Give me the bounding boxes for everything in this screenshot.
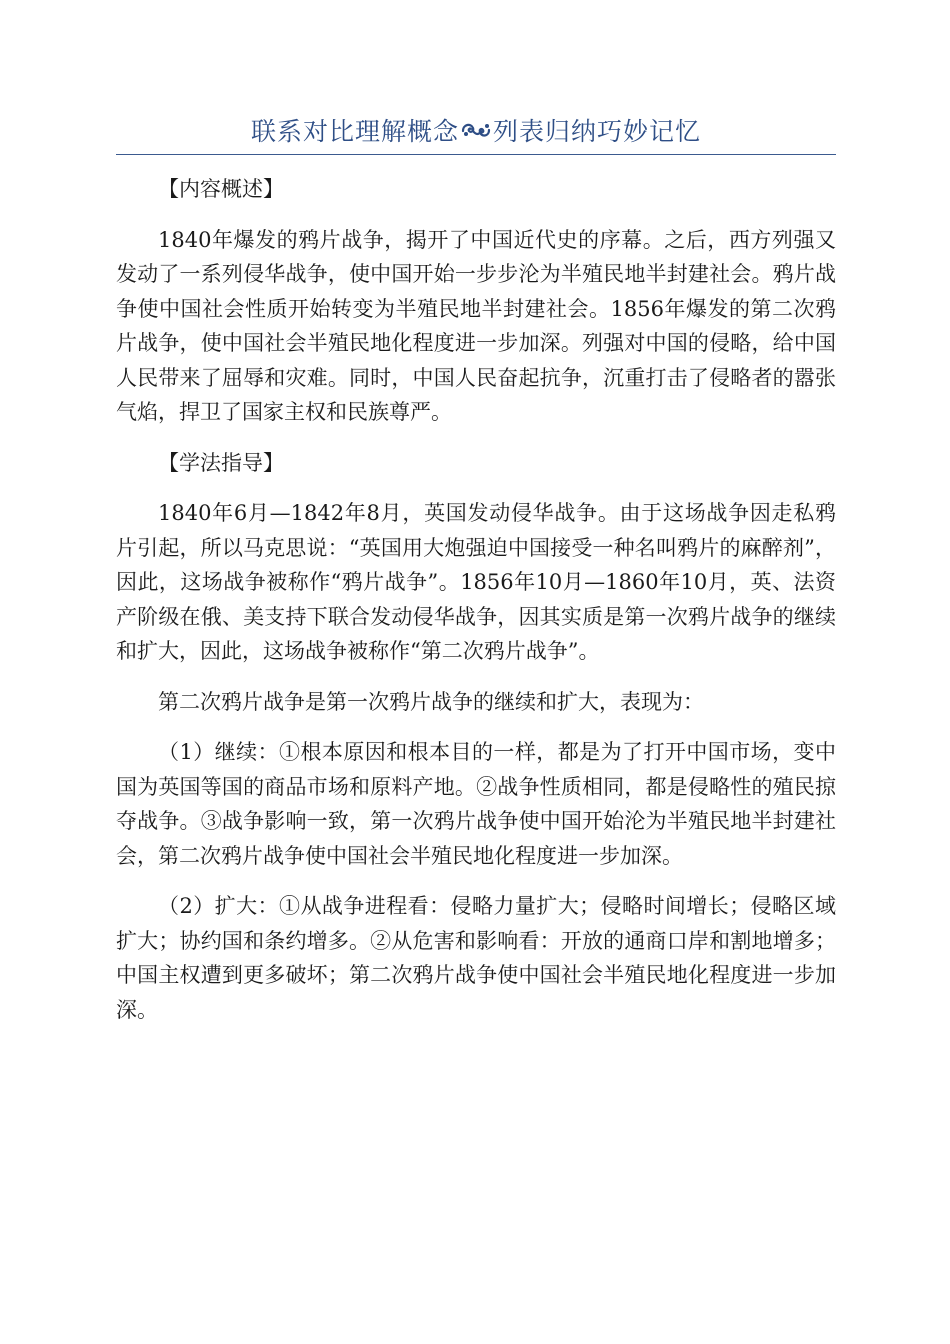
- title-part-1: 联系对比理解概念: [250, 117, 459, 146]
- scroll-ornament-icon: [461, 112, 491, 152]
- overview-paragraph: 1840年爆发的鸦片战争，揭开了中国近代史的序幕。之后，西方列强又发动了一系列侵华战争，使中国开始一步步沦为半殖民地半封建社会。鸦片战争使中国社会性质开始转变为半殖民地半封建社会。1856年爆发的第二次鸦片战争，使中国社会半殖民地化程度进一步加深。列强对中国的侵略，给中国人民带来了屈辱和灾难。同时，中国人民奋起抗争，沉重打击了侵略者的嚣张气焰，捍卫了国家主权和民族尊严。: [116, 227, 836, 424]
- point-continuation: （1）继续：①根本原因和根本目的一样，都是为了打开中国市场，变中国为英国等国的商品市场和原料产地。②战争性质相同，都是侵略性的殖民掠夺战争。③战争影响一致，第一次鸦片战争使中国开始沦为半殖民地半封建社会，第二次鸦片战争使中国社会半殖民地化程度进一步加深。: [116, 740, 836, 868]
- title-part-2: 列表归纳巧妙记忆: [493, 117, 702, 146]
- continuation-intro: 第二次鸦片战争是第一次鸦片战争的继续和扩大，表现为：: [158, 689, 704, 714]
- overview-heading: 【内容概述】: [158, 177, 284, 201]
- title-block: [116, 112, 836, 155]
- page-title: [116, 112, 836, 154]
- point-expansion: （2）扩大：①从战争进程看：侵略力量扩大；侵略时间增长；侵略区域扩大；协约国和条约增多。②从危害和影响看：开放的通商口岸和割地增多；中国主权遭到更多破坏；第二次鸦片战争使中国社会半殖民地化程度进一步加深。: [116, 894, 836, 1022]
- method-heading: 【学法指导】: [158, 450, 284, 475]
- method-paragraph: 1840年6月—1842年8月，英国发动侵华战争。由于这场战争因走私鸦片引起，所以马克思说：“英国用大炮强迫中国接受一种名叫鸦片的麻醉剂”，因此，这场战争被称作“鸦片战争”。1856年10月—1860年10月，英、法资产阶级在俄、美支持下联合发动侵华战争，因其实质是第一次鸦片战争的继续和扩大，因此，这场战争被称作“第二次鸦片战争”。: [116, 501, 836, 663]
- document-body: [116, 172, 836, 1027]
